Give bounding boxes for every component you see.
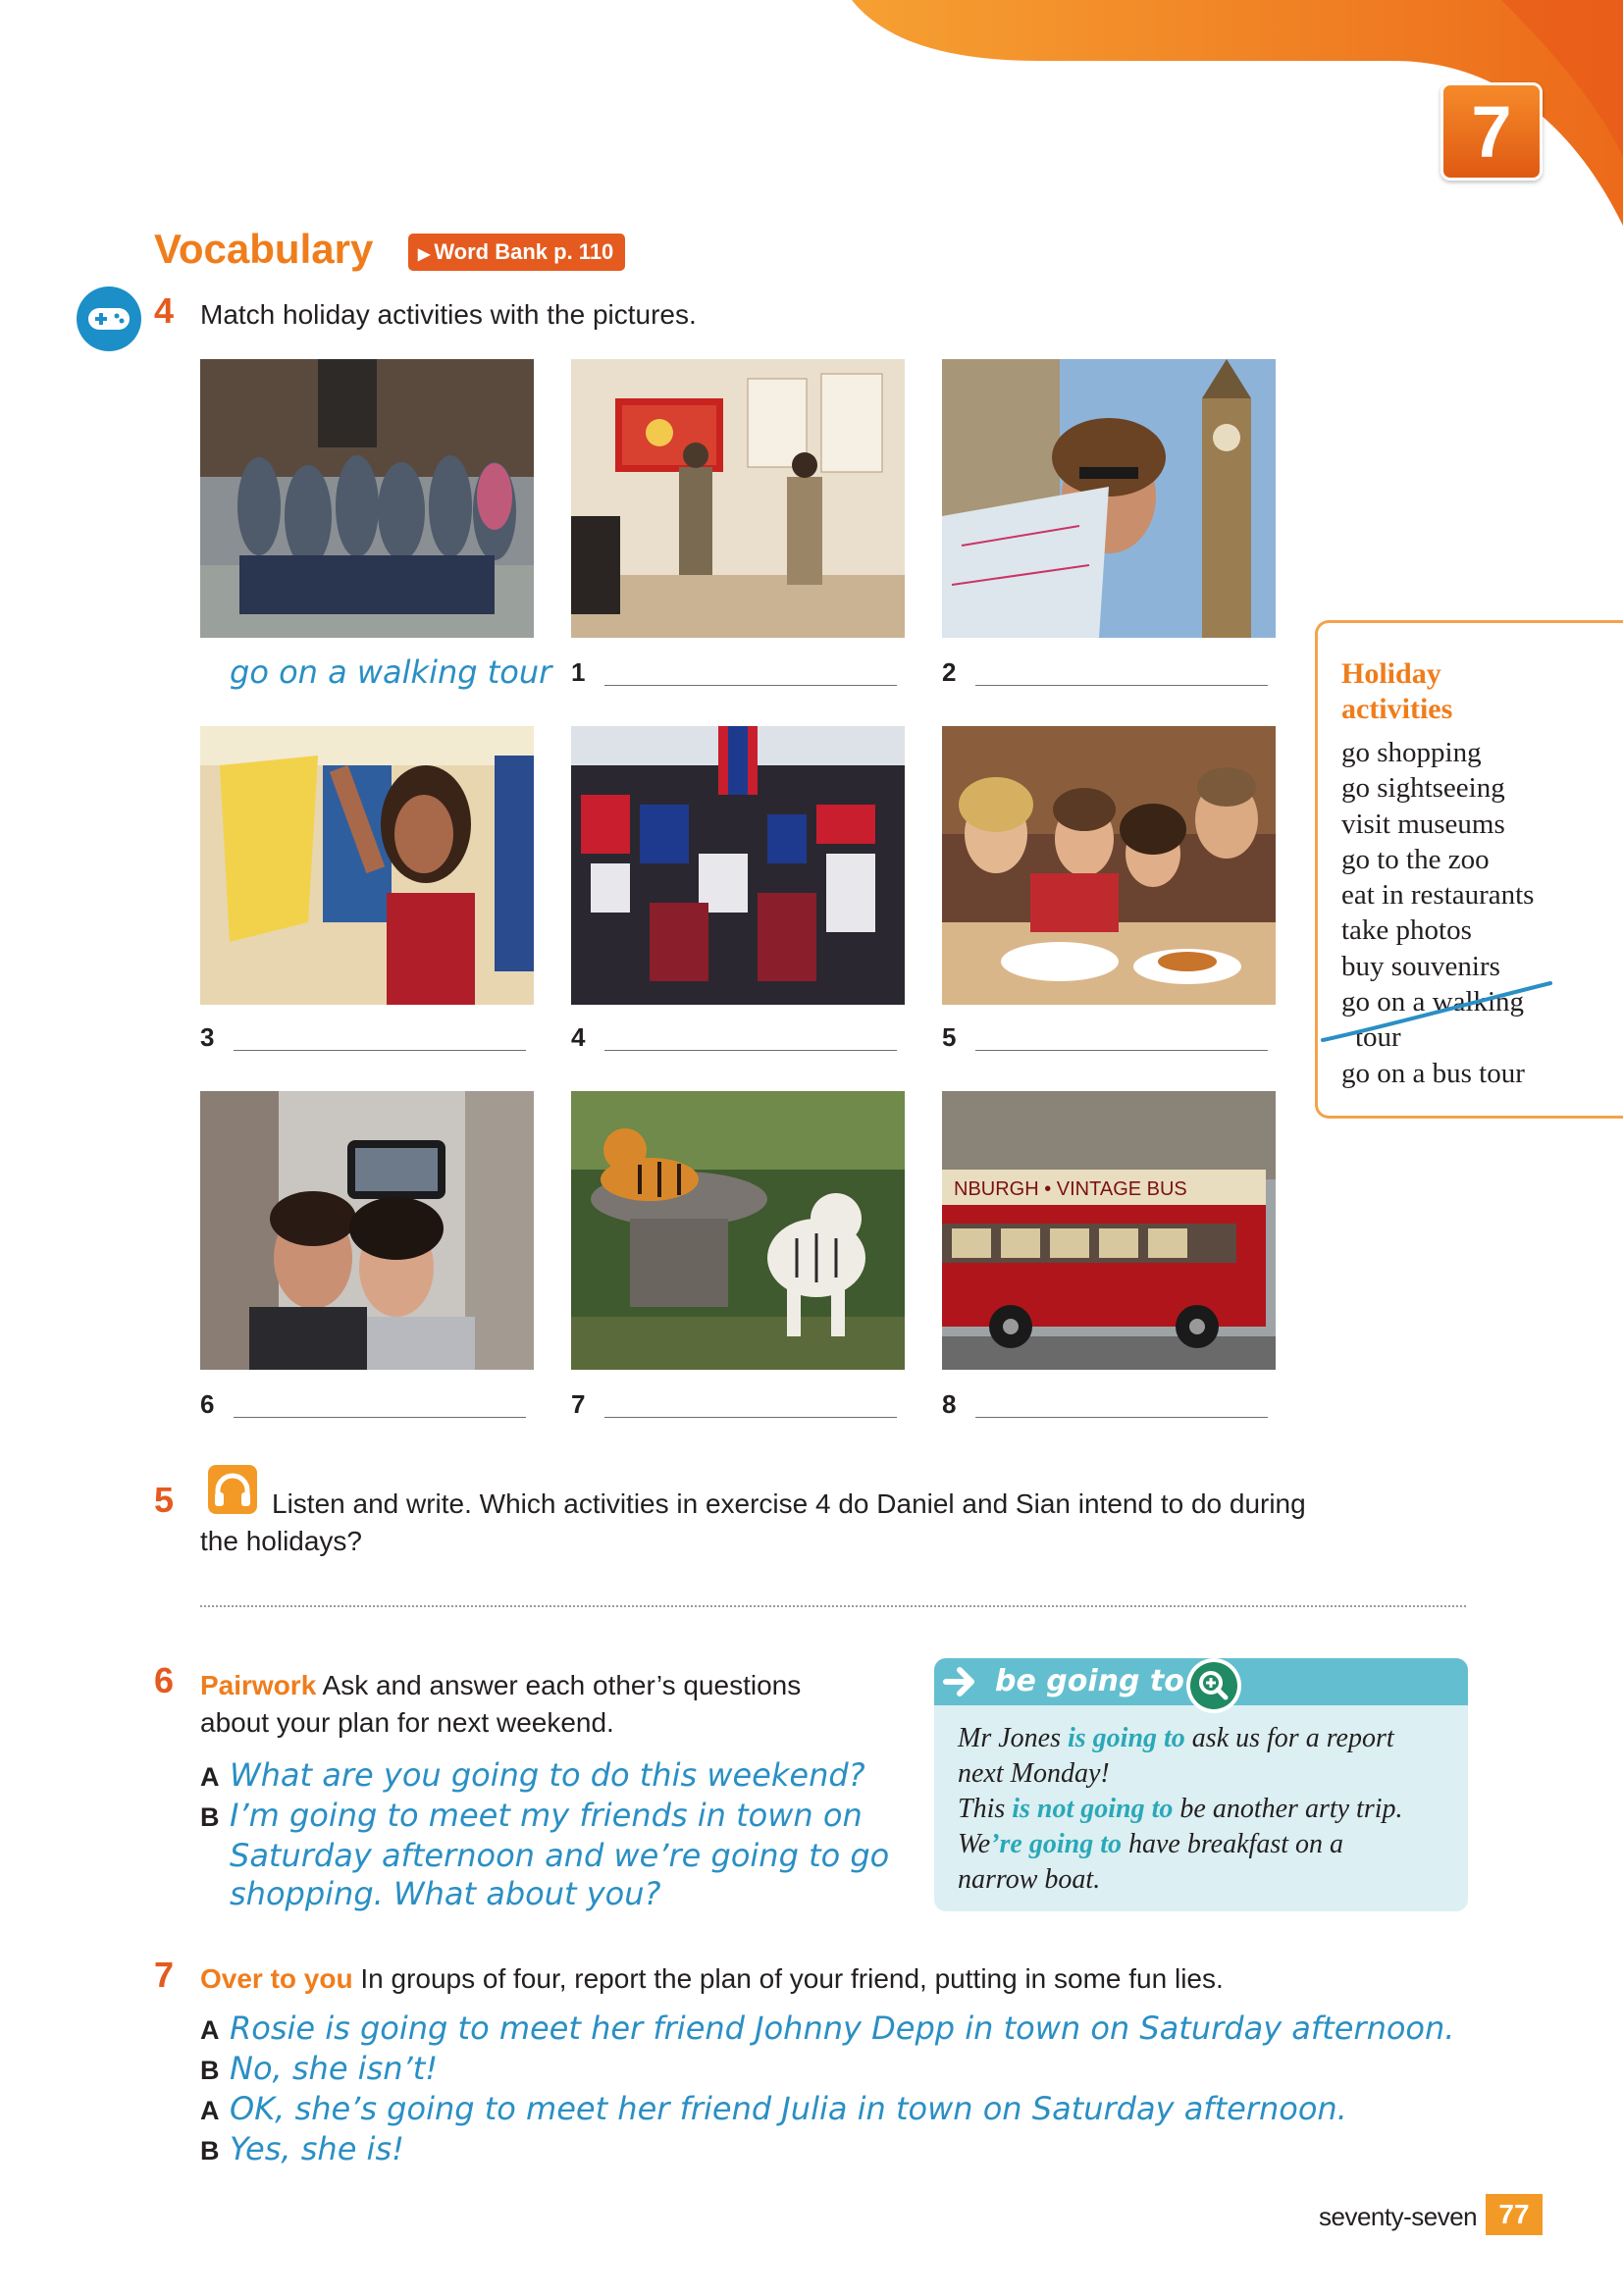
word-bank-link[interactable] xyxy=(408,234,625,271)
activity-item: buy souvenirs xyxy=(1341,950,1500,982)
sentence-text: be another arty trip. xyxy=(1173,1794,1403,1824)
sentence-text: narrow boat. xyxy=(958,1864,1101,1895)
sentence-text: Mr Jones xyxy=(958,1723,1068,1753)
grammar-sentence xyxy=(958,1792,1458,1827)
grammar-box xyxy=(934,1658,1468,1911)
activities-heading xyxy=(1341,656,1623,727)
activity-item: eat in restaurants xyxy=(1341,879,1535,912)
speaker-label: B xyxy=(200,2056,220,2085)
arrow-right-icon xyxy=(942,1662,979,1701)
pairwork-label: Pairwork xyxy=(200,1670,317,1700)
activities-heading-line: Holiday xyxy=(1341,657,1441,690)
zoo-tigers-photo xyxy=(571,1091,905,1370)
dialog-text: What are you going to do this weekend? xyxy=(230,1756,865,1794)
exercise-6-instruction-cont: about your plan for next weekend. xyxy=(200,1707,614,1738)
grammar-title: be going to xyxy=(995,1664,1184,1698)
exercise-6-instruction-text: Ask and answer each other’s questions xyxy=(316,1670,802,1700)
picture-number: 3 xyxy=(200,1022,215,1052)
exercise-7-instruction-text: In groups of four, report the plan of your friend, putting in some fun lies. xyxy=(352,1963,1224,1994)
sightseeing-big-ben-photo xyxy=(942,359,1276,638)
exercise-4-instruction: Match holiday activities with the pictures. xyxy=(200,299,697,330)
dialog-line xyxy=(200,2009,1454,2050)
speaker-label: A xyxy=(200,2096,220,2125)
sentence-text: ask us for a report xyxy=(1184,1723,1394,1753)
exercise-6-dialog xyxy=(200,1756,889,1913)
answer-line[interactable] xyxy=(234,1050,526,1051)
dialog-line xyxy=(200,1797,889,1837)
dialog-line xyxy=(200,2090,1454,2130)
answer-line[interactable] xyxy=(604,1050,897,1051)
dialog-text: No, she isn’t! xyxy=(230,2050,439,2087)
dialog-line xyxy=(200,1756,889,1797)
unit-number-badge: 7 xyxy=(1440,82,1543,181)
shopping-clothes-photo xyxy=(200,726,534,1005)
sentence-text: We xyxy=(958,1829,991,1859)
picture-number: 1 xyxy=(571,657,586,687)
dialog-text: OK, she’s going to meet her friend Julia in town on Saturday afternoon. xyxy=(230,2090,1347,2127)
grammar-sentence xyxy=(958,1827,1458,1862)
page-number-words: seventy-seven xyxy=(1319,2202,1478,2231)
dialog-text: Saturday afternoon and we’re going to go xyxy=(230,1837,890,1874)
restaurant-family-photo xyxy=(942,726,1276,1005)
exercise-5-number: 5 xyxy=(154,1480,175,1520)
exercise-7-dialog xyxy=(200,2009,1454,2170)
activity-item: tour xyxy=(1355,1021,1401,1054)
gamepad-icon xyxy=(77,287,141,351)
answer-line[interactable] xyxy=(975,1050,1268,1051)
speaker-label: A xyxy=(200,2015,220,2045)
crossed-out-mark xyxy=(1319,979,1554,1046)
example-answer: go on a walking tour xyxy=(230,653,552,691)
magnifier-plus-icon[interactable] xyxy=(1186,1658,1241,1713)
souvenirs-stall-photo xyxy=(571,726,905,1005)
svg-text:NBURGH • VINTAGE BUS: NBURGH • VINTAGE BUS xyxy=(954,1178,1187,1200)
speaker-label: B xyxy=(200,1802,220,1832)
highlight-text: ’re going to xyxy=(990,1829,1122,1859)
exercise-7-number: 7 xyxy=(154,1955,175,1995)
activity-item: go on a walking xyxy=(1341,986,1525,1018)
word-bank-label: Word Bank p. 110 xyxy=(434,239,614,264)
headphones-icon[interactable] xyxy=(208,1465,257,1514)
dialog-text: Yes, she is! xyxy=(230,2130,404,2167)
exercise-4-number: 4 xyxy=(154,290,175,331)
answer-line[interactable] xyxy=(975,1417,1268,1418)
highlight-text: is not going to xyxy=(1012,1794,1174,1824)
sentence-text: next Monday! xyxy=(958,1758,1110,1789)
section-title: Vocabulary xyxy=(154,226,374,272)
activities-heading-line: activities xyxy=(1341,693,1453,725)
answer-line[interactable] xyxy=(975,685,1268,686)
sentence-text: have breakfast on a xyxy=(1121,1829,1343,1859)
dialog-line xyxy=(200,2050,1454,2090)
grammar-sentence xyxy=(958,1721,1458,1756)
dialog-text: shopping. What about you? xyxy=(230,1875,661,1912)
over-to-you-label: Over to you xyxy=(200,1963,353,1994)
dialog-text: I’m going to meet my friends in town on xyxy=(230,1797,863,1834)
exercise-7-instruction xyxy=(200,1963,1224,1995)
bus-tour-photo xyxy=(942,1091,1276,1370)
grammar-examples xyxy=(958,1721,1458,1898)
header-decoration xyxy=(0,0,1623,235)
picture-number: 2 xyxy=(942,657,957,687)
exercise-6-instruction xyxy=(200,1670,801,1701)
answer-line[interactable] xyxy=(604,685,897,686)
sentence-text: This xyxy=(958,1794,1013,1824)
dialog-line xyxy=(200,2130,1454,2170)
picture-number: 5 xyxy=(942,1022,957,1052)
selfie-photo xyxy=(200,1091,534,1370)
activity-item: go shopping xyxy=(1341,737,1482,768)
highlight-text: is going to xyxy=(1067,1723,1185,1753)
picture-number: 7 xyxy=(571,1389,586,1419)
exercise-6-number: 6 xyxy=(154,1660,175,1700)
museum-gallery-photo xyxy=(571,359,905,638)
activity-item: go on a bus tour xyxy=(1341,1057,1525,1089)
picture-number: 8 xyxy=(942,1389,957,1419)
activity-item: visit museums xyxy=(1341,808,1505,840)
picture-number: 4 xyxy=(571,1022,586,1052)
activity-item: go to the zoo xyxy=(1341,843,1490,875)
speaker-label: B xyxy=(200,2136,220,2166)
speaker-label: A xyxy=(200,1762,220,1792)
play-triangle-icon: ▶ xyxy=(418,246,431,263)
picture-number: 6 xyxy=(200,1389,215,1419)
activity-item: go sightseeing xyxy=(1341,772,1505,805)
answer-line[interactable] xyxy=(200,1605,1466,1607)
answer-line[interactable] xyxy=(234,1417,526,1418)
exercise-5-instruction-cont: the holidays? xyxy=(200,1526,363,1556)
exercise-5-instruction: Listen and write. Which activities in exercise 4 do Daniel and Sian intend to do during xyxy=(272,1488,1306,1519)
dialog-text: Rosie is going to meet her friend Johnny Depp in town on Saturday afternoon. xyxy=(230,2009,1455,2047)
activity-item: take photos xyxy=(1341,914,1472,947)
answer-line[interactable] xyxy=(604,1417,897,1418)
page-number-badge: 77 xyxy=(1486,2194,1543,2235)
walking-tour-photo xyxy=(200,359,534,638)
